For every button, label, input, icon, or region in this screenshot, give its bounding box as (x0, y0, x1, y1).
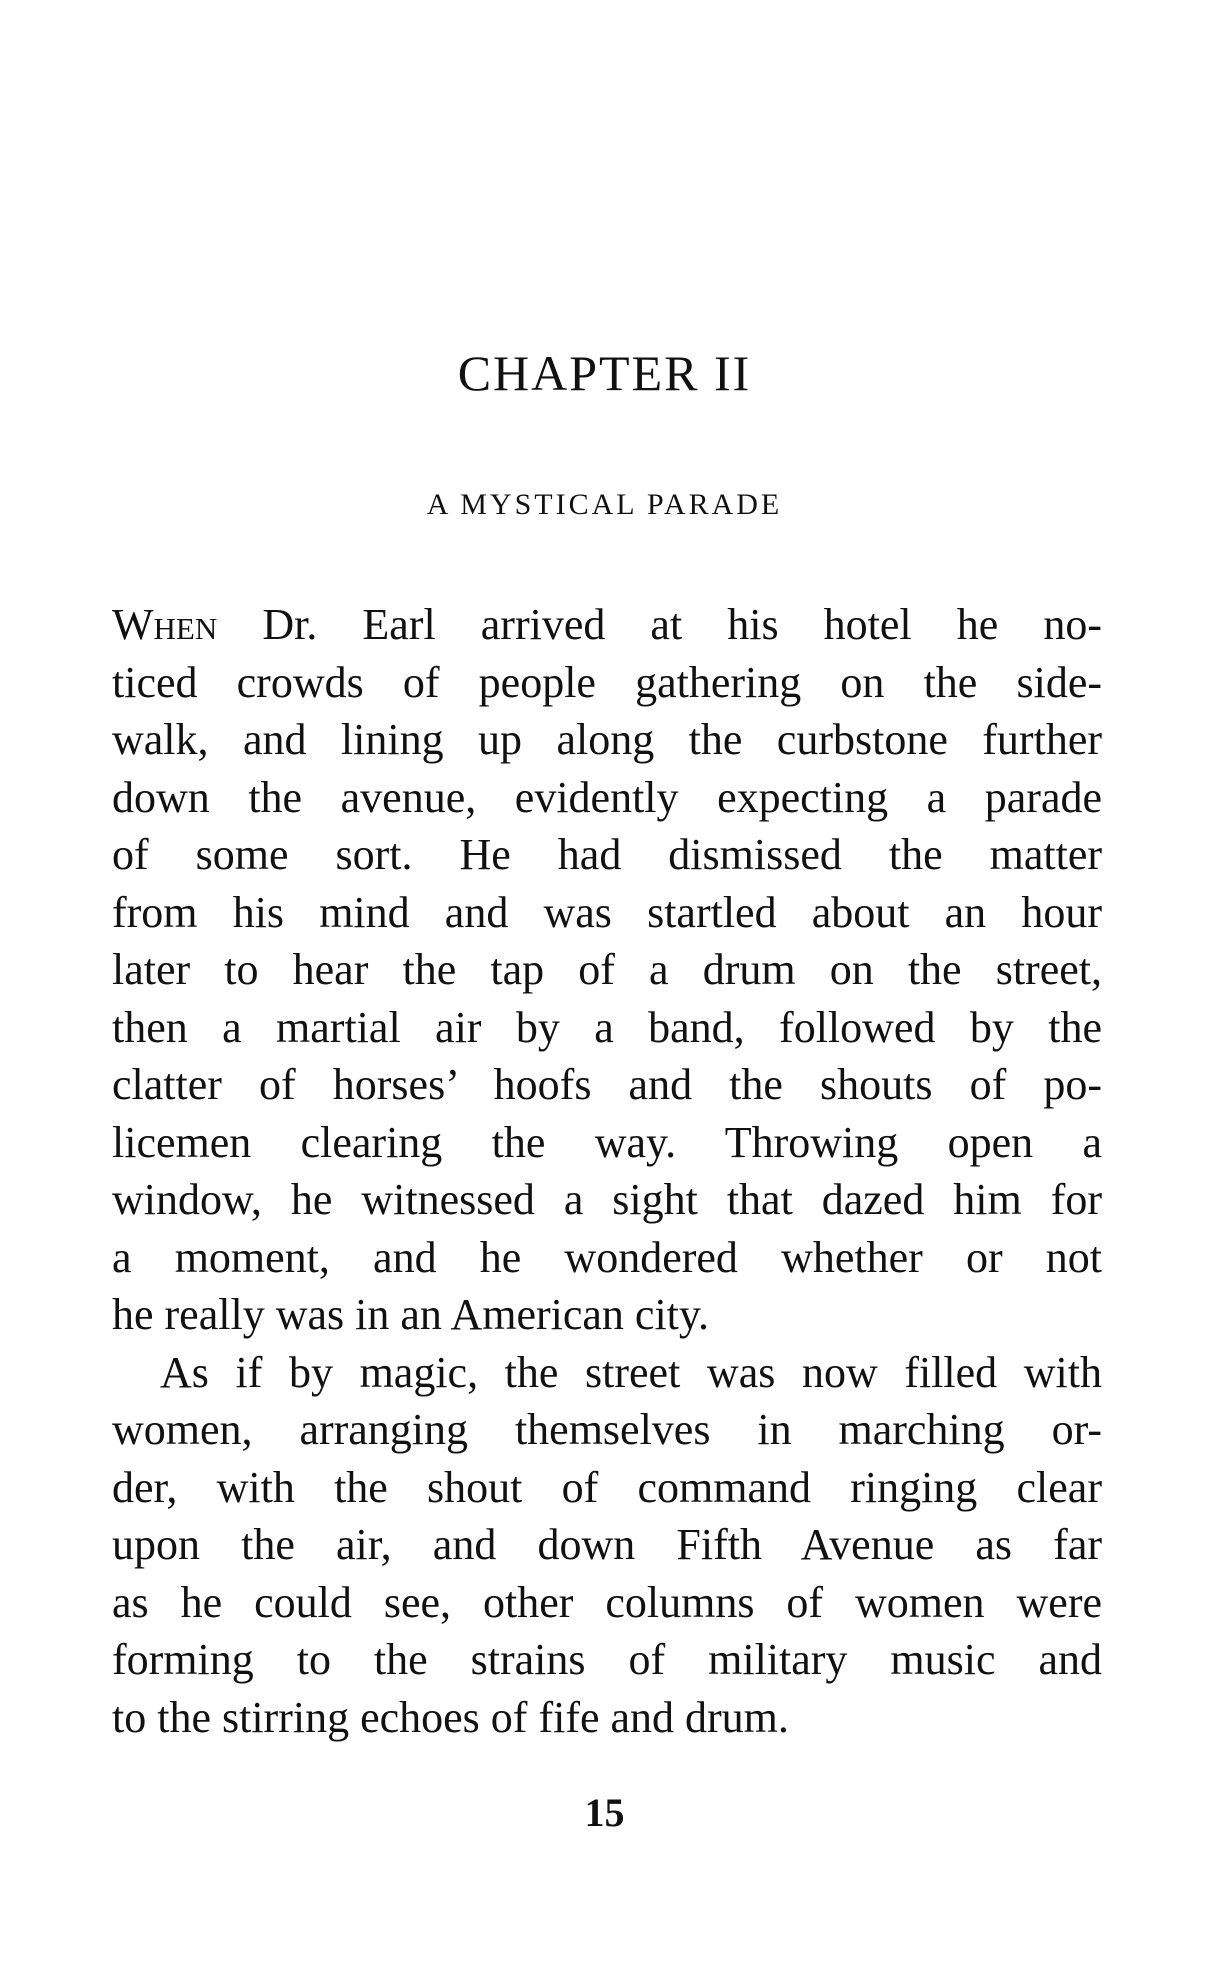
text-line: window, he witnessed a sight that dazed him for (112, 1175, 1102, 1224)
text-line: licemen clearing the way. Throwing open a (112, 1117, 1102, 1167)
text-line: down the avenue, evidently expecting a parade (112, 772, 1102, 822)
text-line: of some sort. He had dismissed the matter (112, 830, 1102, 879)
text-line: from his mind and was startled about an hour (112, 887, 1102, 937)
text-line: as he could see, other columns of women were (112, 1577, 1102, 1627)
text-line: then a martial air by a band, followed by the (112, 1002, 1102, 1052)
text-line: a moment, and he wondered whether or not (112, 1232, 1102, 1282)
text-line: forming to the strains of military music and (112, 1635, 1102, 1684)
paragraph-2 (112, 1344, 1102, 1747)
paragraph-1 (112, 596, 1102, 1344)
text-line: upon the air, and down Fifth Avenue as far (112, 1520, 1102, 1569)
text-line: walk, and lining up along the curbstone further (112, 715, 1102, 764)
opening-word: When (112, 600, 218, 649)
text-line: der, with the shout of command ringing clear (112, 1462, 1102, 1512)
page-number: 15 (584, 1790, 625, 1835)
text-line: ticed crowds of people gathering on the side- (112, 657, 1102, 707)
text-line: As if by magic, the street was now filled with (160, 1347, 1102, 1397)
text-line: When Dr. Earl arrived at his hotel he no- (112, 600, 1102, 649)
text-line: he really was in an American city. (112, 1290, 710, 1339)
text-line: women, arranging themselves in marching or- (112, 1405, 1102, 1454)
text-line: clatter of horses’ hoofs and the shouts of po- (112, 1060, 1102, 1109)
text-line: to the stirring echoes of fife and drum. (112, 1692, 789, 1742)
body-text (112, 596, 1102, 1746)
chapter-title: A MYSTICAL PARADE (426, 488, 783, 521)
chapter-heading: CHAPTER II (457, 345, 752, 401)
text-line: later to hear the tap of a drum on the street, (112, 945, 1102, 994)
